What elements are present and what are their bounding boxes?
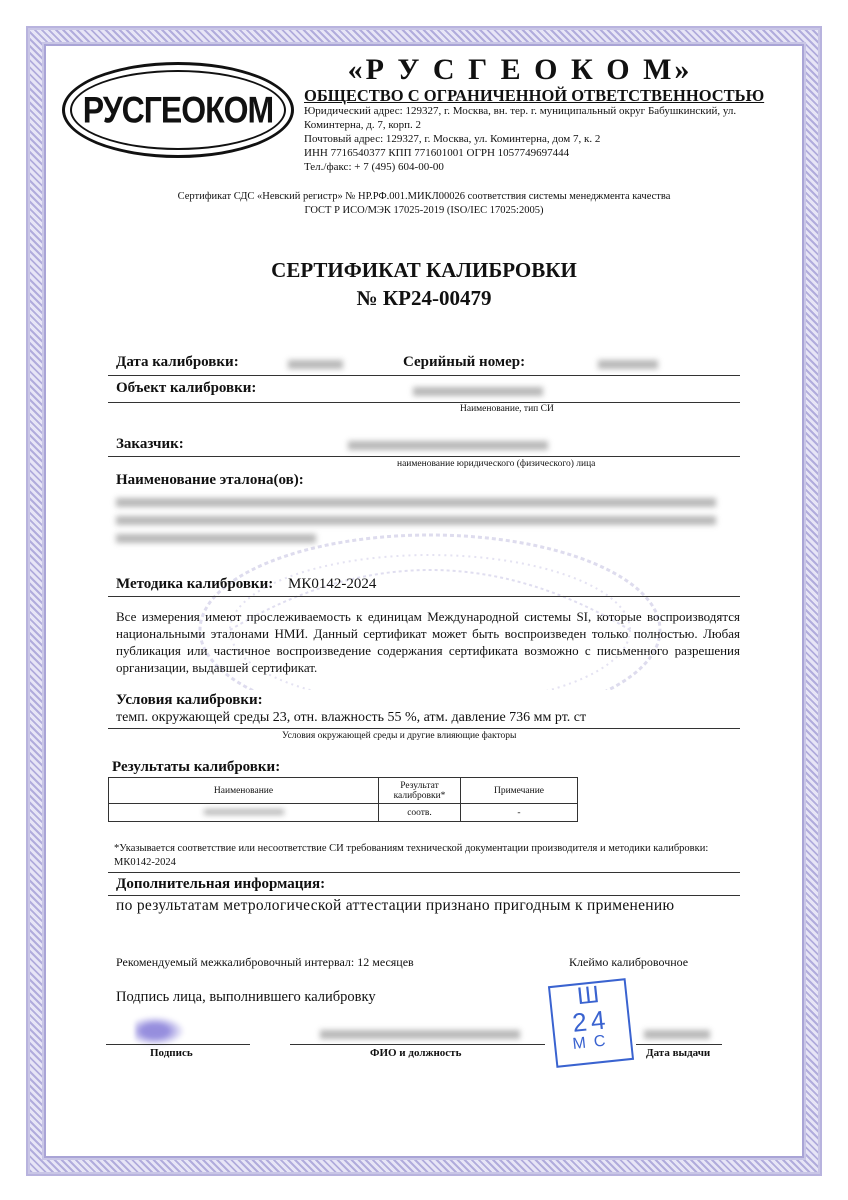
additional-info-row: Дополнительная информация: bbox=[108, 876, 740, 896]
redacted-standards-2 bbox=[116, 516, 716, 525]
document-title: СЕРТИФИКАТ КАЛИБРОВКИ № КР24-00479 bbox=[271, 258, 577, 310]
footnote: *Указывается соответствие или несоответствие СИ требованиям технической документации производителя и методики калибровки: МК0142-2024 bbox=[108, 842, 740, 873]
org-type: ОБЩЕСТВО С ОГРАНИЧЕННОЙ ОТВЕТСТВЕННОСТЬЮ bbox=[304, 86, 765, 105]
company-address: Юридический адрес: 129327, г. Москва, вн. тер. г. муниципальный округ Бабушкинский, ул. Коминтерна, д. 7, корп. 2 Почтовый адрес: 129327, г. Москва, ул. Коминтерна, дом 7, к. 2 ИНН 7716540377 КПП 771601001 ОГРН 1057749697444 Тел./факс: + 7 (495) 604-00-00 bbox=[304, 105, 737, 173]
qms-certificate: Сертификат СДС «Невский регистр» № НР.РФ.001.МИКЛ00026 соответствия системы менеджмента качества ГОСТ Р ИСО/МЭК 17025-2019 (ISO/IEC 17025:2005) bbox=[177, 191, 671, 216]
redacted-standards-1 bbox=[116, 498, 716, 507]
method-row: Методика калибровки: МК0142-2024 bbox=[108, 576, 740, 597]
conditions-row: темп. окружающей среды 23, отн. влажность 55 %, атм. давление 736 мм рт. ст bbox=[108, 710, 740, 729]
redacted-issue-date bbox=[644, 1030, 710, 1039]
date-serial-row: Дата калибровки: Серийный номер: bbox=[108, 354, 740, 376]
redacted-date bbox=[288, 360, 343, 369]
results-table: Наименование Результат калибровки* Примечание соотв. - bbox=[108, 777, 578, 822]
redacted-name bbox=[320, 1030, 520, 1039]
customer-row: Заказчик: bbox=[108, 436, 740, 457]
company-logo: РУСГЕОКОМ bbox=[62, 62, 294, 158]
company-brand: «Р У С Г Е О К О М» bbox=[347, 53, 693, 86]
redacted-customer bbox=[348, 441, 548, 450]
calibration-stamp: Ш 24 МС bbox=[548, 978, 634, 1068]
redacted-standards-3 bbox=[116, 534, 316, 543]
signature bbox=[135, 1016, 185, 1046]
redacted-object bbox=[413, 387, 543, 396]
redacted-serial bbox=[598, 360, 658, 369]
object-row: Объект калибровки: bbox=[108, 380, 740, 403]
table-row: соотв. - bbox=[109, 804, 578, 822]
traceability-text: Все измерения имеют прослеживаемость к единицам Международной системы SI, которые воспроизводятся национальными эталонами НМИ. Данный сертификат может быть воспроизведен только полностью. Любая публикация или частичное воспроизведение содержания сертификата возможно с письменного разрешения организации, выдавшей сертификат. bbox=[116, 609, 740, 675]
